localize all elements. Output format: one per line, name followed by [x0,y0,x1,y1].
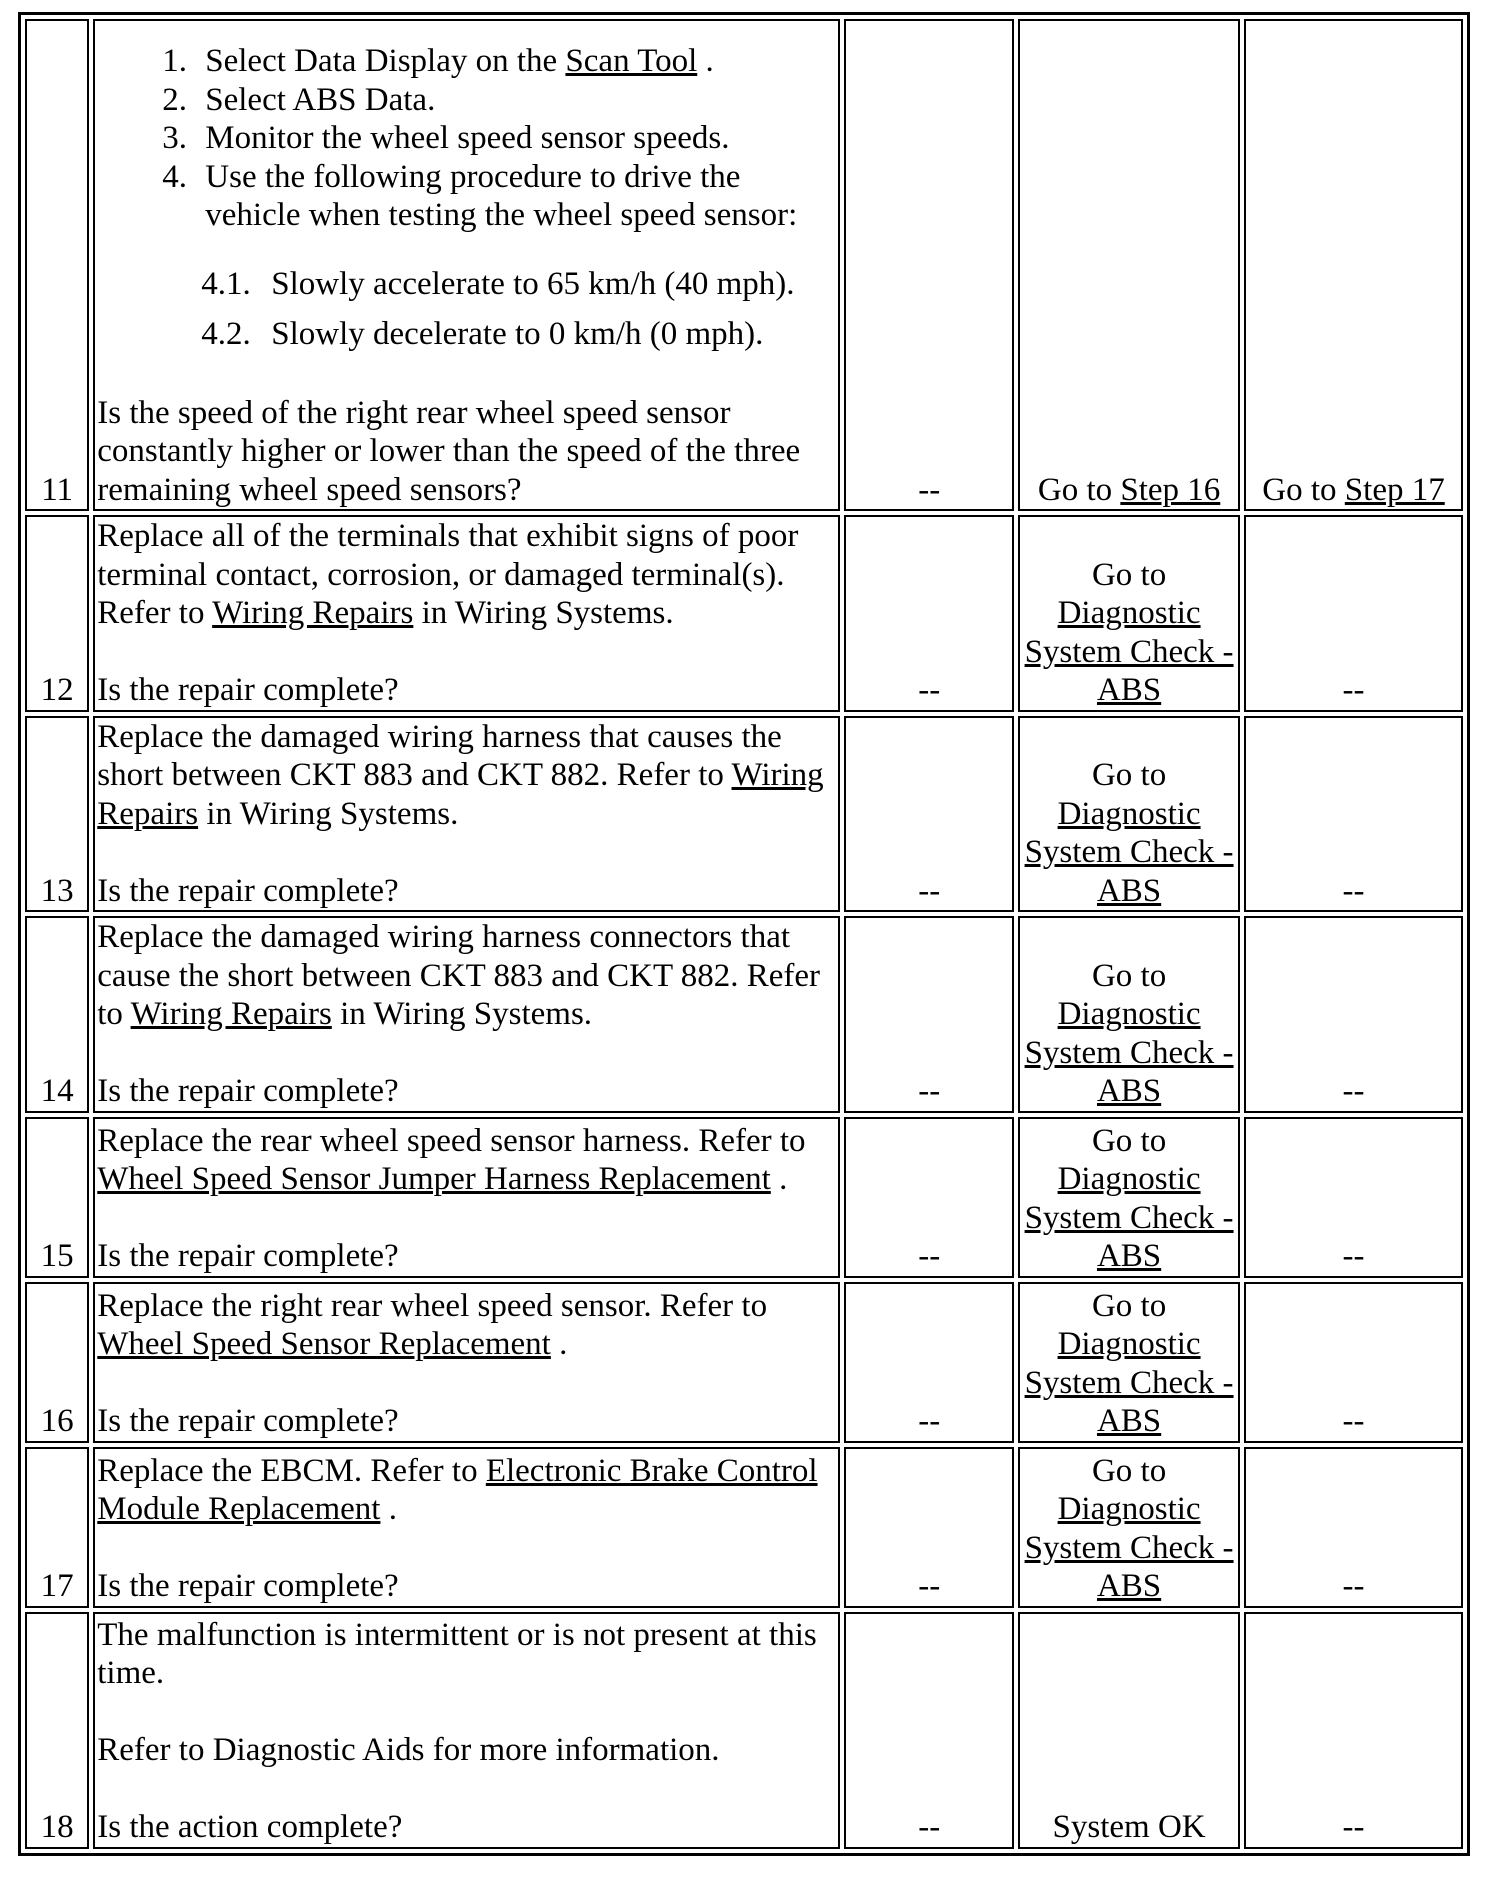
instruction-prefix: Replace the damaged wiring harness connectors that cause the short between CKT 883 and CKT 882. Refer to [97,919,821,1032]
step-number: 13 [25,716,89,913]
step-number: 14 [25,916,89,1113]
list-item [195,42,836,81]
yes-cell [1018,515,1240,712]
no-cell: -- [1244,1282,1463,1443]
step-17-link[interactable]: Step 17 [1344,471,1445,508]
yes-cell [1018,916,1240,1113]
list-item-text: . [697,43,714,79]
instruction-suffix: in Wiring Systems. [198,795,459,832]
instruction-suffix: in Wiring Systems. [331,996,593,1032]
list-item: 3. Monitor the wheel speed sensor speeds. [195,119,836,158]
no-cell: -- [1244,1612,1463,1849]
wheel-speed-sensor-replacement-link[interactable]: Wheel Speed Sensor Replacement [97,1326,551,1362]
list-item: 2. Select ABS Data. [195,81,836,120]
question-text: Is the repair complete? [97,1073,399,1109]
diagnostic-system-check-link[interactable]: Diagnostic System Check - ABS [1024,1326,1234,1439]
value-cell: -- [844,916,1014,1113]
yes-prefix: Go to [1091,957,1167,994]
action-cell [93,1282,840,1443]
sub-list-item [97,265,836,304]
yes-prefix: Go to [1091,1287,1167,1324]
instruction-prefix: Replace the damaged wiring harness that causes the short between CKT 883 and CKT 882. Refer to [97,718,782,793]
action-cell [93,515,840,712]
diagnostic-system-check-link[interactable]: Diagnostic System Check - ABS [1024,996,1234,1109]
instruction-prefix: Replace the EBCM. Refer to [97,1452,486,1489]
value-cell: -- [844,1447,1014,1608]
yes-cell: System OK [1018,1612,1240,1849]
action-cell [93,916,840,1113]
step-number: 16 [25,1282,89,1443]
instruction-text: The malfunction is intermittent or is not present at this time. [97,1616,817,1691]
table-row-step-16 [25,1282,1463,1443]
question-text: Is the repair complete? [97,1238,399,1274]
instruction-text [97,718,836,834]
yes-cell [1018,716,1240,913]
step-16-link[interactable]: Step 16 [1120,471,1221,508]
table-row-step-13 [25,716,1463,913]
table-row-step-15 [25,1117,1463,1278]
no-cell: -- [1244,1447,1463,1608]
yes-prefix: Go to [1091,757,1167,793]
no-cell: -- [1244,1117,1463,1278]
yes-cell [1018,19,1240,511]
action-cell [93,1612,840,1849]
action-cell [93,19,840,511]
value-cell: -- [844,1282,1014,1443]
sub-item-text: Slowly decelerate to 0 km/h (0 mph). [271,316,764,352]
instruction-suffix: in Wiring Systems. [413,595,674,631]
instruction-text [97,1122,836,1199]
instruction-suffix: . [550,1326,568,1362]
step-number: 12 [25,515,89,712]
yes-prefix: Go to [1037,471,1121,508]
no-cell: -- [1244,916,1463,1113]
sub-item-number: 4.1. [201,265,251,302]
sub-item-text: Slowly accelerate to 65 km/h (40 mph). [271,265,795,302]
instruction-prefix: Replace the right rear wheel speed sensor. Refer to [97,1287,768,1324]
instruction-text [97,1452,836,1529]
no-cell [1244,19,1463,511]
instruction-suffix: . [770,1161,788,1197]
value-cell: -- [844,515,1014,712]
instruction-prefix: Replace the rear wheel speed sensor harness. Refer to [97,1122,806,1159]
question-text: Is the repair complete? [97,872,399,909]
table-row-step-14 [25,916,1463,1113]
wiring-repairs-link[interactable]: Wiring Repairs [212,595,414,631]
sub-item-number: 4.2. [201,316,251,352]
list-item-text: Select Data Display on the [205,43,566,79]
value-cell: -- [844,1612,1014,1849]
table-row-step-18 [25,1612,1463,1849]
scan-tool-link[interactable]: Scan Tool [565,43,698,79]
instruction-suffix: . [380,1491,397,1527]
table-row-step-12 [25,515,1463,712]
yes-cell [1018,1282,1240,1443]
action-cell [93,1117,840,1278]
diagnostic-system-check-link[interactable]: Diagnostic System Check - ABS [1024,795,1234,909]
table-row-step-17 [25,1447,1463,1608]
question-text: Is the repair complete? [97,1568,399,1604]
instruction-text: Refer to Diagnostic Aids for more information. [97,1732,720,1768]
instruction-text [97,517,836,633]
no-cell: -- [1244,515,1463,712]
yes-prefix: Go to [1091,556,1167,593]
yes-cell [1018,1447,1240,1608]
diagnostic-system-check-link[interactable]: Diagnostic System Check - ABS [1024,1491,1234,1604]
no-prefix: Go to [1262,471,1345,508]
diagnostic-system-check-link[interactable]: Diagnostic System Check - ABS [1024,595,1234,708]
diagnostic-system-check-link[interactable]: Diagnostic System Check - ABS [1024,1161,1234,1274]
diagnostic-table [18,12,1470,1856]
question-text: Is the action complete? [97,1809,403,1845]
sub-list-item [97,315,836,354]
step-number: 11 [25,19,89,511]
instruction-text [97,1287,836,1364]
value-cell: -- [844,19,1014,511]
wiring-repairs-link[interactable]: Wiring Repairs [97,757,824,832]
instruction-text [97,918,836,1034]
yes-cell [1018,1117,1240,1278]
no-cell: -- [1244,716,1463,913]
table-row-step-11 [25,19,1463,511]
wiring-repairs-link[interactable]: Wiring Repairs [130,996,332,1032]
yes-prefix: Go to [1091,1122,1167,1159]
value-cell: -- [844,1117,1014,1278]
step-number: 17 [25,1447,89,1608]
procedure-list [97,42,836,235]
sub-procedure-list [97,265,836,354]
step-number: 18 [25,1612,89,1849]
action-cell [93,1447,840,1608]
question-text: Is the repair complete? [97,672,399,708]
question-text: Is the repair complete? [97,1403,399,1439]
instruction-prefix: Replace all of the terminals that exhibit signs of poor terminal contact, corrosion, or damaged terminal(s). Refer to [97,518,799,631]
question-text: Is the speed of the right rear wheel speed sensor constantly higher or lower than the speed of the three remaining wheel speed sensors? [97,394,801,508]
value-cell: -- [844,716,1014,913]
ebcm-replacement-link[interactable]: Electronic Brake Control Module Replacement [97,1452,818,1527]
action-cell [93,716,840,913]
list-item: 4. Use the following procedure to drive the vehicle when testing the wheel speed sensor: [195,158,836,235]
yes-prefix: Go to [1091,1452,1167,1489]
jumper-harness-replacement-link[interactable]: Wheel Speed Sensor Jumper Harness Replacement [97,1161,771,1197]
step-number: 15 [25,1117,89,1278]
